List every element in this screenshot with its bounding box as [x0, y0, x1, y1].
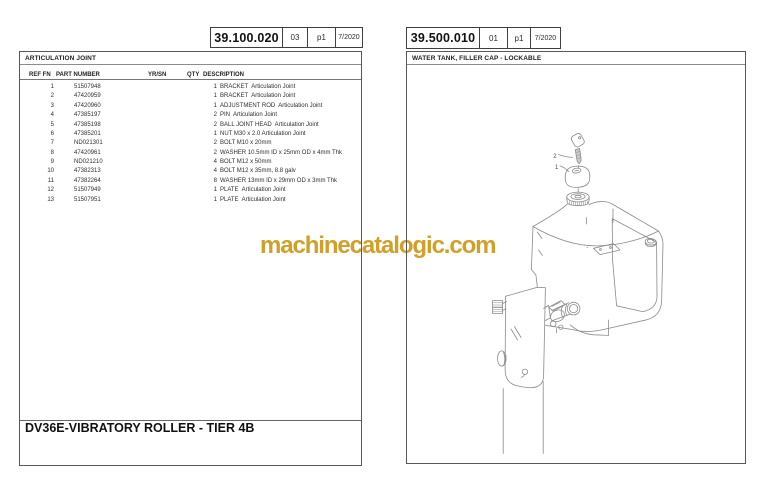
- col-header-part: PART NUMBER: [56, 71, 100, 78]
- cell-qty: 2: [213, 140, 217, 147]
- cell-ref: 2: [50, 93, 54, 100]
- cell-ref: 5: [50, 121, 54, 128]
- col-header-ref: REF FN: [29, 71, 51, 78]
- parts-table-body: [20, 83, 361, 205]
- right-revision-box: 01: [479, 27, 508, 49]
- table-row: [20, 139, 361, 148]
- cell-description: PLATE Articulation Joint: [220, 187, 286, 194]
- tank-body: [533, 204, 567, 226]
- cell-part-number: ND021210: [74, 159, 103, 165]
- cell-part-number: 51507951: [74, 196, 101, 203]
- section-title: ARTICULATION JOINT: [25, 55, 97, 62]
- cell-description: WASHER 13mm ID x 29mm OD x 3mm Thk: [220, 177, 338, 184]
- left-revision-box: 03: [282, 27, 308, 48]
- cell-ref: 1: [50, 84, 54, 90]
- cell-part-number: 47382264: [74, 177, 101, 184]
- key-icon: [570, 132, 585, 148]
- cell-qty: 2: [213, 121, 217, 128]
- right-doc-code-box: 39.500.010: [406, 27, 480, 49]
- filler-cap: [565, 166, 590, 187]
- cell-qty: 4: [213, 159, 217, 165]
- cell-ref: 11: [47, 177, 54, 184]
- cell-qty: 2: [213, 149, 217, 156]
- table-row: [20, 130, 361, 139]
- cell-part-number: 47385198: [74, 121, 101, 128]
- cell-part-number: 47420959: [74, 93, 101, 100]
- drawing-page: [406, 51, 746, 464]
- cell-qty: 8: [213, 177, 217, 184]
- model-title: DV36E-VIBRATORY ROLLER - TIER 4B: [25, 421, 255, 435]
- table-row: [20, 111, 361, 120]
- left-pagenum-box: p1: [307, 27, 336, 48]
- cell-ref: 3: [50, 102, 54, 109]
- cell-part-number: 47385197: [74, 112, 101, 119]
- cell-ref: 10: [47, 168, 54, 175]
- table-row: [20, 92, 361, 101]
- cell-part-number: 47420961: [74, 149, 101, 156]
- cell-qty: 1: [213, 84, 217, 90]
- cell-part-number: 51507948: [74, 84, 101, 90]
- cell-ref: 4: [50, 112, 54, 119]
- cell-part-number: 47382313: [74, 168, 101, 175]
- cell-description: BRACKET Articulation Joint: [220, 93, 296, 100]
- table-row: [20, 177, 361, 186]
- section-title: WATER TANK, FILLER CAP - LOCKABLE: [412, 55, 542, 62]
- water-tank-exploded-drawing: [407, 64, 746, 463]
- col-header-desc: DESCRIPTION: [203, 71, 245, 78]
- cell-part-number: 47385201: [74, 130, 101, 137]
- col-header-qty: QTY: [187, 71, 200, 78]
- left-date-box: 7/2020: [335, 27, 363, 48]
- cell-qty: 4: [213, 168, 217, 175]
- cell-part-number: 47420960: [74, 102, 101, 109]
- right-pagenum-box: p1: [507, 27, 531, 49]
- cell-qty: 1: [213, 196, 217, 203]
- watermark-text: machinecatalogic.com: [260, 232, 496, 259]
- table-row: [20, 149, 361, 158]
- cell-qty: 1: [213, 187, 217, 194]
- cell-description: BOLT M10 x 20mm: [220, 140, 272, 147]
- table-row: [20, 102, 361, 111]
- cell-part-number: ND021301: [74, 140, 103, 147]
- left-doc-code-box: 39.100.020: [210, 27, 283, 48]
- cell-description: ADJUSTMENT ROD Articulation Joint: [220, 102, 323, 109]
- cell-description: BOLT M12 x 35mm, 8.8 galv: [220, 168, 296, 175]
- cell-description: WASHER 10.5mm ID x 25mm OD x 4mm Thk: [220, 149, 343, 156]
- cell-qty: 1: [213, 93, 217, 100]
- table-header-rule: [20, 79, 361, 80]
- table-row: [20, 186, 361, 195]
- cell-qty: 1: [213, 130, 217, 137]
- cell-ref: 9: [50, 159, 54, 165]
- cell-ref: 6: [50, 130, 54, 137]
- cell-part-number: 51507949: [74, 187, 101, 194]
- table-row: [20, 121, 361, 130]
- right-date-box: 7/2020: [530, 27, 561, 49]
- callout-2: 2: [553, 153, 557, 160]
- cell-ref: 7: [50, 140, 54, 147]
- col-header-yrsn: YR/SN: [148, 71, 167, 78]
- cell-ref: 13: [47, 196, 54, 203]
- cell-description: BALL JOINT HEAD Articulation Joint: [220, 121, 319, 128]
- cell-description: PIN Articulation Joint: [220, 112, 278, 119]
- cell-description: BOLT M12 x 50mm: [220, 159, 272, 165]
- cell-qty: 1: [213, 102, 217, 109]
- callout-1: 1: [555, 165, 559, 172]
- cell-ref: 8: [50, 149, 54, 156]
- cell-qty: 2: [213, 112, 217, 119]
- drain-hoses: [503, 382, 543, 454]
- cell-ref: 12: [47, 187, 54, 194]
- cell-description: NUT M30 x 2.0 Articulation Joint: [220, 130, 306, 137]
- table-row: [20, 158, 361, 167]
- parts-list-page: [19, 51, 362, 466]
- drawing-lines: [493, 132, 663, 453]
- table-row: [20, 196, 361, 205]
- table-row: [20, 167, 361, 176]
- cell-description: BRACKET Articulation Joint: [220, 84, 296, 90]
- cell-description: PLATE Articulation Joint: [220, 196, 286, 203]
- table-row: [20, 83, 361, 92]
